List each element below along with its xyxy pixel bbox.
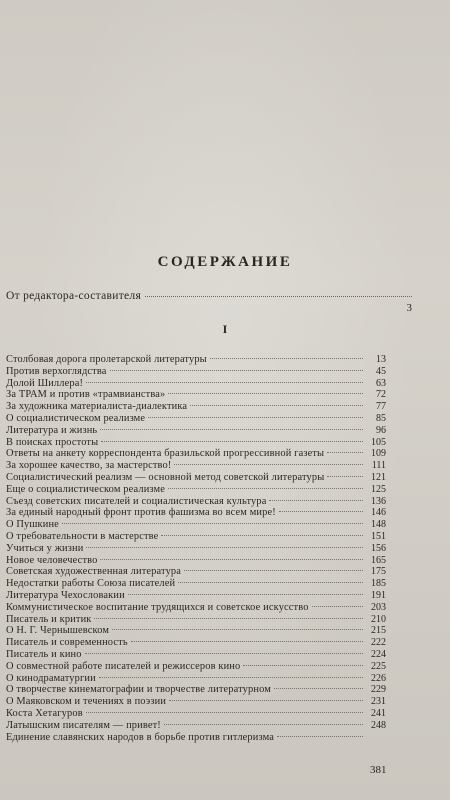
toc-entry-title: Съезд советских писателей и социалистическая культура	[6, 495, 267, 507]
toc-entry-page: 148	[371, 519, 386, 531]
toc-entry	[6, 555, 386, 567]
toc-list	[6, 354, 386, 743]
leader-dots	[269, 500, 363, 501]
toc-entry	[6, 448, 386, 460]
toc-entry-page: 215	[371, 625, 386, 637]
toc-entry-title: О кинодраматургии	[6, 672, 96, 684]
toc-entry	[6, 614, 386, 626]
toc-entry-title: Еще о социалистическом реализме	[6, 483, 166, 495]
toc-entry-page: 151	[371, 530, 386, 542]
toc-entry-page: 85	[376, 412, 386, 424]
leader-dots	[327, 452, 363, 453]
toc-entry	[6, 673, 386, 685]
toc-entry-page: 231	[371, 696, 386, 708]
toc-entry	[6, 625, 386, 637]
leader-dots	[279, 511, 363, 512]
toc-entry-title: Против верхоглядства	[6, 365, 107, 377]
leader-dots	[169, 700, 363, 701]
toc-entry	[6, 590, 386, 602]
toc-entry-title: Коста Хетагуров	[6, 707, 83, 719]
toc-entry	[6, 507, 386, 519]
toc-entry	[6, 389, 386, 401]
toc-entry-title: В поисках простоты	[6, 436, 99, 448]
leader-dots	[131, 641, 363, 642]
toc-entry-page: 222	[371, 637, 386, 649]
leader-dots	[190, 405, 363, 406]
intro-title: От редактора-составителя	[6, 290, 142, 302]
toc-entry	[6, 413, 386, 425]
leader-dots	[312, 606, 363, 607]
toc-entry-page: 156	[371, 542, 386, 554]
toc-entry-title: О Н. Г. Чернышевском	[6, 625, 110, 637]
leader-dots	[243, 665, 363, 666]
leader-dots	[128, 594, 363, 595]
toc-entry-title: Новое человечество	[6, 554, 98, 566]
section-numeral: I	[222, 322, 228, 336]
leader-dots	[100, 429, 363, 430]
toc-entry	[6, 460, 386, 472]
toc-entry	[6, 484, 386, 496]
toc-entry-title: Недостатки работы Союза писателей	[6, 578, 176, 590]
leader-dots	[99, 677, 363, 678]
toc-entry	[6, 637, 386, 649]
toc-entry-title: Долой Шиллера!	[6, 377, 84, 389]
toc-entry-page: 125	[371, 483, 386, 495]
leader-dots	[168, 393, 363, 394]
leader-dots	[274, 688, 363, 689]
leader-dots	[85, 653, 363, 654]
toc-entry-title: О Пушкине	[6, 519, 59, 531]
leader-dots	[327, 476, 363, 477]
toc-entry	[6, 401, 386, 413]
leader-dots	[86, 547, 363, 548]
toc-entry-page: 45	[376, 365, 386, 377]
toc-entry	[6, 661, 386, 673]
toc-entry	[6, 732, 386, 744]
toc-entry-title: За единый народный фронт против фашизма во всем мире!	[6, 507, 276, 519]
toc-entry	[6, 531, 386, 543]
toc-entry-title: Литература Чехословакии	[6, 589, 125, 601]
toc-entry	[6, 425, 386, 437]
toc-entry-page: 111	[371, 460, 386, 472]
leader-dots	[277, 736, 363, 737]
toc-entry-title: За хорошее качество, за мастерство!	[6, 460, 172, 472]
leader-dots	[101, 441, 363, 442]
leader-dots	[164, 724, 363, 725]
leader-dots	[94, 618, 363, 619]
leader-dots	[148, 417, 363, 418]
toc-entry-page: 248	[371, 719, 386, 731]
intro-page-number: 3	[406, 302, 412, 314]
toc-entry-title: За художника материалиста-диалектика	[6, 401, 188, 413]
leader-dots	[161, 535, 363, 536]
leader-dots	[86, 712, 363, 713]
toc-entry	[6, 684, 386, 696]
leader-dots	[168, 488, 363, 489]
leader-dots	[210, 358, 363, 359]
toc-entry-page: 226	[371, 672, 386, 684]
leader-dots	[184, 570, 363, 571]
leader-dots	[112, 629, 363, 630]
toc-entry-title: Писатель и критик	[6, 613, 92, 625]
toc-entry-title: Единение славянских народов в борьбе против гитлеризма	[6, 731, 275, 743]
toc-entry-page: 165	[371, 554, 386, 566]
toc-entry-title: Литература и жизнь	[6, 424, 98, 436]
toc-entry	[6, 543, 386, 555]
toc-entry-title: О требовательности в мастерстве	[6, 530, 159, 542]
toc-entry-title: О совместной работе писателей и режиссеров кино	[6, 660, 241, 672]
toc-entry-page: 96	[376, 424, 386, 436]
toc-entry	[6, 720, 386, 732]
toc-entry-title: Советская художественная литература	[6, 566, 182, 578]
toc-entry-page: 210	[371, 613, 386, 625]
toc-entry	[6, 649, 386, 661]
toc-entry-page: 175	[371, 566, 386, 578]
toc-entry-page: 109	[371, 448, 386, 460]
toc-entry-page: 185	[371, 578, 386, 590]
leader-dots	[178, 582, 363, 583]
toc-entry-page: 146	[371, 507, 386, 519]
toc-entry	[6, 496, 386, 508]
toc-entry-title: О социалистическом реализме	[6, 412, 146, 424]
leader-dots	[62, 523, 363, 524]
toc-entry-title: Коммунистическое воспитание трудящихся и советское искусство	[6, 601, 309, 613]
toc-entry	[6, 366, 386, 378]
leader-dots	[100, 559, 363, 560]
toc-entry-title: Учиться у жизни	[6, 542, 84, 554]
intro-entry	[6, 290, 416, 302]
toc-entry-page: 77	[376, 401, 386, 413]
toc-entry	[6, 354, 386, 366]
toc-entry-page: 136	[371, 495, 386, 507]
toc-entry-page: 224	[371, 648, 386, 660]
page-number: 381	[370, 764, 387, 776]
leader-dots	[145, 296, 412, 297]
toc-entry-title: Писатель и кино	[6, 648, 82, 660]
leader-dots	[110, 370, 363, 371]
leader-dots	[174, 464, 363, 465]
toc-entry-page: 241	[371, 707, 386, 719]
toc-entry	[6, 602, 386, 614]
toc-entry-page: 72	[376, 389, 386, 401]
toc-entry-title: За ТРАМ и против «трамвианства»	[6, 389, 166, 401]
leader-dots	[86, 382, 363, 383]
toc-entry	[6, 437, 386, 449]
toc-entry-page: 63	[376, 377, 386, 389]
toc-entry-page: 229	[371, 684, 386, 696]
toc-entry	[6, 566, 386, 578]
toc-entry	[6, 519, 386, 531]
toc-entry	[6, 696, 386, 708]
page-title: СОДЕРЖАНИЕ	[157, 254, 293, 270]
toc-entry-title: Столбовая дорога пролетарской литературы	[6, 354, 207, 365]
toc-entry-title: Социалистический реализм — основной метод советской литературы	[6, 471, 325, 483]
toc-entry-title: Ответы на анкету корреспондента бразильской прогрессивной газеты	[6, 448, 325, 460]
toc-entry-page: 121	[371, 471, 386, 483]
toc-entry-title: Латышским писателям — привет!	[6, 719, 161, 731]
toc-entry-page: 225	[371, 660, 386, 672]
toc-entry-title: О Маяковском и течениях в поэзии	[6, 696, 167, 708]
toc-entry-page: 191	[371, 589, 386, 601]
toc-entry-page: 13	[376, 354, 386, 365]
toc-entry	[6, 578, 386, 590]
toc-entry	[6, 708, 386, 720]
toc-entry-page: 203	[371, 601, 386, 613]
toc-entry-title: Писатель и современность	[6, 637, 128, 649]
toc-entry	[6, 378, 386, 390]
toc-entry-title: О творчестве кинематографии и творчестве литературном	[6, 684, 271, 696]
toc-entry-page: 105	[371, 436, 386, 448]
toc-entry	[6, 472, 386, 484]
